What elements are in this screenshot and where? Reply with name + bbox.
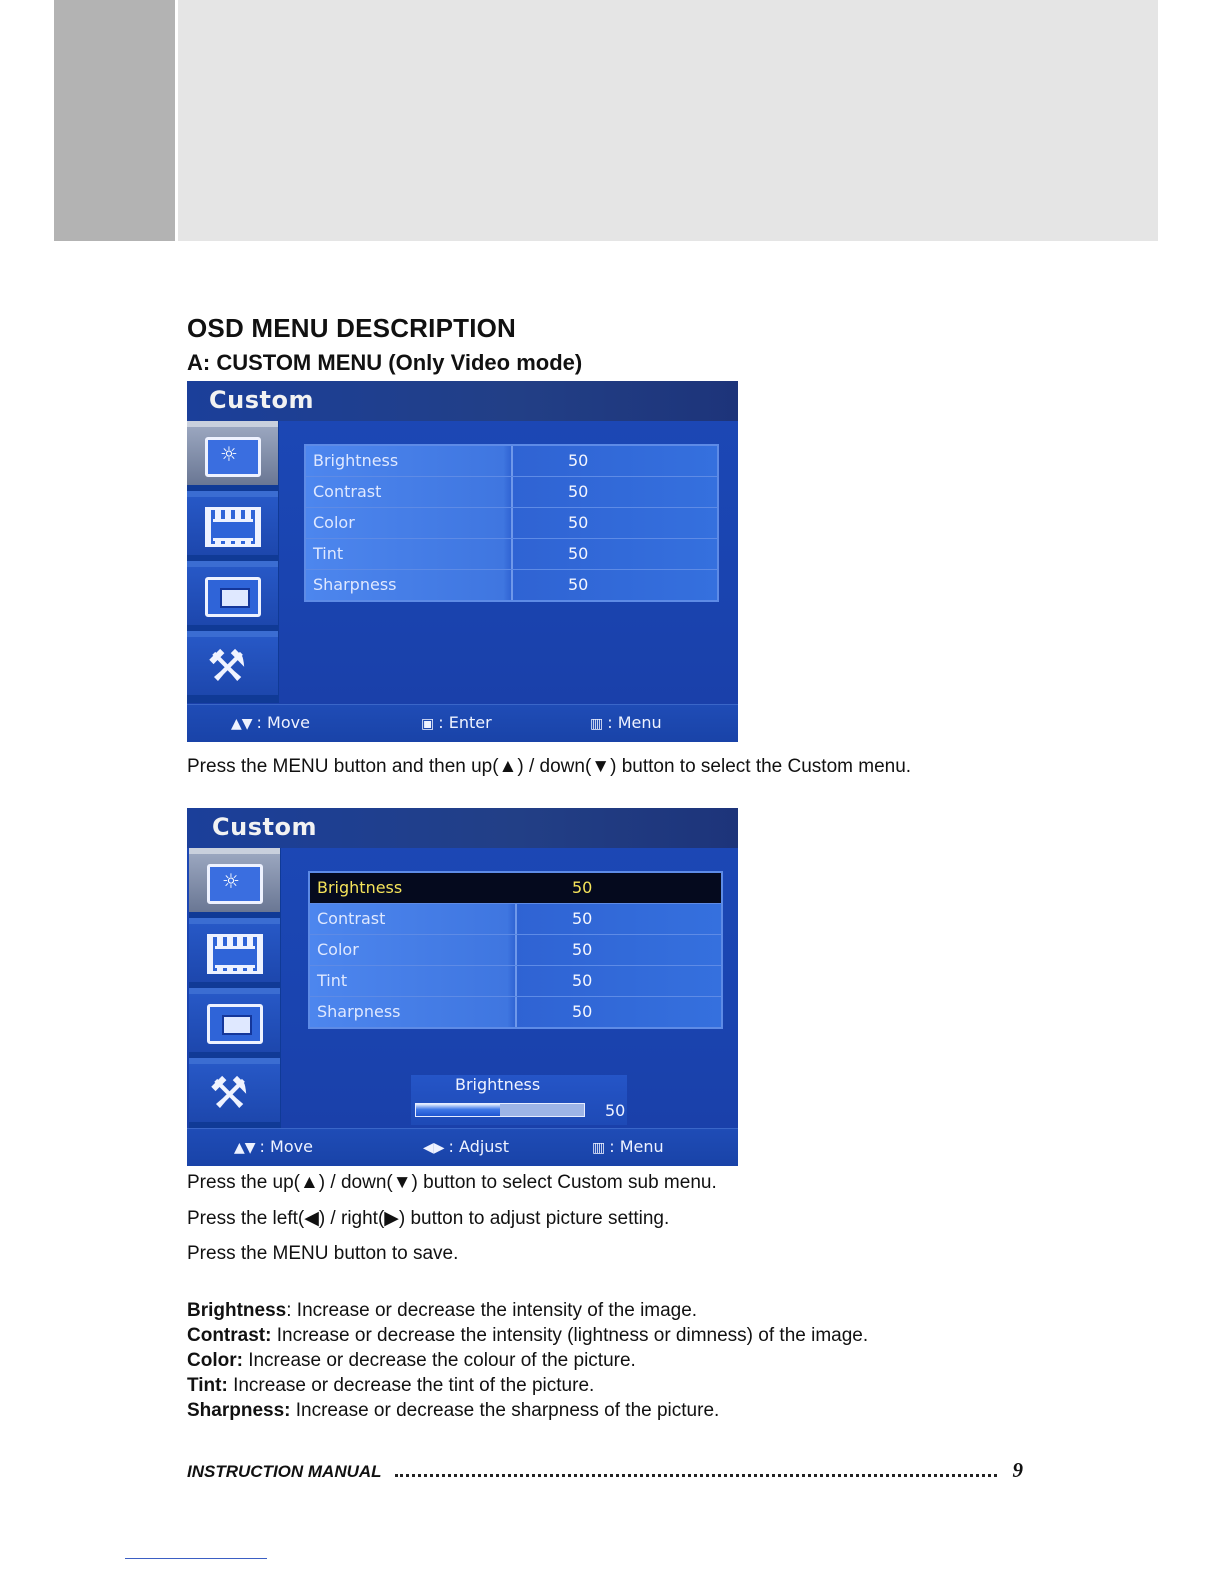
row-value: 50	[568, 544, 589, 563]
film-icon	[207, 934, 263, 974]
row-label: Sharpness	[313, 575, 397, 594]
row-value: 50	[572, 971, 593, 990]
row-label: Brightness	[313, 451, 399, 470]
instruction-select-submenu: Press the up(▲) / down(▼) button to select Custom sub menu.	[187, 1172, 717, 1193]
description-brightness: Brightness: Increase or decrease the intensity of the image.	[187, 1300, 698, 1321]
section-title: A: CUSTOM MENU (Only Video mode)	[187, 350, 583, 375]
film-icon	[205, 507, 261, 547]
page-number: 9	[1012, 1458, 1023, 1482]
tab-image	[187, 561, 278, 625]
up-down-icon: ▲▼	[231, 716, 253, 732]
row-value: 50	[572, 909, 593, 928]
row-label: Contrast	[317, 909, 386, 928]
table-row	[306, 508, 717, 539]
description-tint: Tint: Increase or decrease the tint of the picture.	[187, 1375, 595, 1396]
slider-value: 50	[605, 1101, 626, 1120]
footer-dot-leader	[395, 1474, 997, 1477]
menu-key-icon: ▥	[590, 716, 604, 732]
page-footer	[187, 1460, 1023, 1484]
row-value: 50	[572, 940, 593, 959]
enter-key-icon: ▣	[421, 716, 435, 732]
page-title: OSD MENU DESCRIPTION	[187, 313, 517, 343]
tab-image	[189, 988, 280, 1052]
osd-side-tabs	[187, 421, 279, 703]
row-value: 50	[568, 575, 589, 594]
row-value: 50	[568, 451, 589, 470]
osd-key-hints	[187, 1128, 738, 1166]
brightness-adjust-box	[411, 1075, 627, 1125]
osd-title: Custom	[212, 813, 317, 841]
hint-menu: ▥ : Menu	[590, 713, 662, 732]
osd-custom-menu-screenshot	[187, 381, 738, 742]
tools-icon	[205, 647, 261, 687]
instruction-adjust: Press the left(◀) / right(▶) button to adjust picture setting.	[187, 1208, 670, 1229]
picture-icon	[205, 577, 261, 617]
osd-settings-table	[308, 871, 723, 1029]
slider-label: Brightness	[455, 1075, 541, 1094]
osd-title-bar	[187, 808, 738, 848]
footer-title: INSTRUCTION MANUAL	[187, 1462, 382, 1481]
up-down-icon: ▲▼	[234, 1140, 256, 1156]
tab-picture	[187, 421, 278, 485]
row-label: Tint	[317, 971, 348, 990]
tab-picture	[189, 848, 280, 912]
table-row	[306, 446, 717, 477]
tv-brightness-icon	[207, 864, 263, 904]
row-label: Sharpness	[317, 1002, 401, 1021]
osd-side-tabs	[189, 848, 281, 1130]
row-label: Contrast	[313, 482, 382, 501]
caption-select-menu: Press the MENU button and then up(▲) / down(▼) button to select the Custom menu.	[187, 756, 912, 777]
menu-key-icon: ▥	[592, 1140, 606, 1156]
picture-icon	[207, 1004, 263, 1044]
brightness-slider-fill	[416, 1104, 500, 1116]
osd-title: Custom	[209, 386, 314, 414]
table-row	[306, 570, 717, 600]
table-row	[306, 477, 717, 508]
hint-adjust: ◀▶ : Adjust	[423, 1137, 510, 1156]
description-sharpness: Sharpness: Increase or decrease the sharpness of the picture.	[187, 1400, 720, 1421]
osd-custom-submenu-screenshot	[187, 808, 738, 1166]
hint-move: ▲▼ : Move	[234, 1137, 313, 1156]
tools-icon	[207, 1074, 263, 1114]
left-right-icon: ◀▶	[423, 1140, 445, 1156]
tab-video	[187, 491, 278, 555]
hint-menu: ▥ : Menu	[592, 1137, 664, 1156]
row-value: 50	[568, 513, 589, 532]
row-label: Color	[313, 513, 355, 532]
row-label: Color	[317, 940, 359, 959]
hint-enter: ▣ : Enter	[421, 713, 492, 732]
table-row	[310, 935, 721, 966]
bottom-rule	[125, 1558, 267, 1559]
table-row	[306, 539, 717, 570]
row-value: 50	[572, 878, 593, 897]
row-value: 50	[572, 1002, 593, 1021]
description-contrast: Contrast: Increase or decrease the intensity (lightness or dimness) of the image.	[187, 1325, 869, 1346]
table-row-selected	[310, 873, 721, 904]
tab-tools	[187, 631, 278, 695]
hint-move: ▲▼ : Move	[231, 713, 310, 732]
table-row	[310, 966, 721, 997]
osd-title-bar	[187, 381, 738, 421]
header-light-band	[178, 0, 1158, 241]
setting-descriptions	[187, 1298, 868, 1423]
row-label: Tint	[313, 544, 344, 563]
osd-settings-table	[304, 444, 719, 602]
tab-tools	[189, 1058, 280, 1122]
header-gray-block	[54, 0, 175, 241]
row-label: Brightness	[317, 878, 403, 897]
table-row	[310, 997, 721, 1027]
row-value: 50	[568, 482, 589, 501]
osd-key-hints	[187, 704, 738, 742]
tv-brightness-icon	[205, 437, 261, 477]
description-color: Color: Increase or decrease the colour of the picture.	[187, 1350, 636, 1371]
table-row	[310, 904, 721, 935]
instruction-save: Press the MENU button to save.	[187, 1243, 459, 1264]
tab-video	[189, 918, 280, 982]
brightness-slider-track	[415, 1103, 585, 1117]
